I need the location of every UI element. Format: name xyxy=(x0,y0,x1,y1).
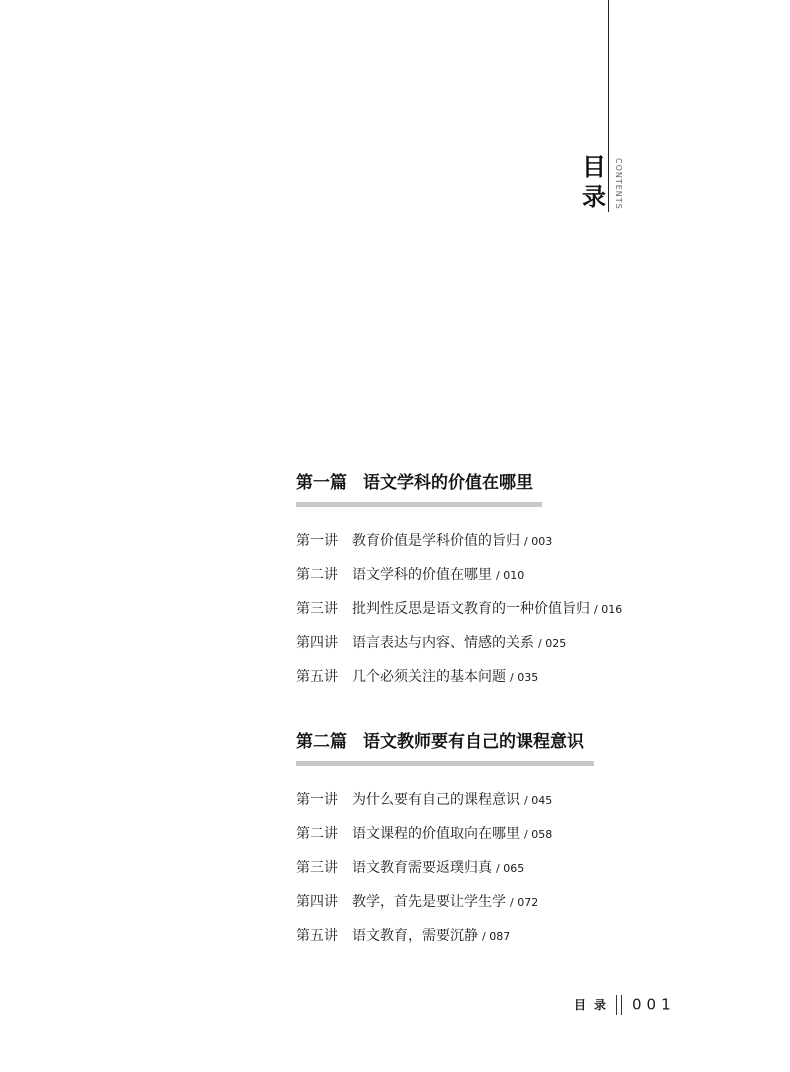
lecture-title: 教育价值是学科价值的旨归 xyxy=(352,533,520,549)
lecture-page: / 065 xyxy=(496,862,525,875)
table-of-contents xyxy=(296,470,716,962)
part-underline-bar xyxy=(296,761,594,766)
lecture-title: 语言表达与内容、情感的关系 xyxy=(352,635,534,651)
part-title: 语文学科的价值在哪里 xyxy=(363,473,533,493)
page-footer xyxy=(574,994,676,1016)
toc-entry[interactable] xyxy=(296,826,716,860)
lecture-number: 第二讲 xyxy=(296,567,338,583)
lecture-title: 为什么要有自己的课程意识 xyxy=(352,792,520,808)
lecture-page: / 016 xyxy=(594,603,623,616)
part-heading[interactable] xyxy=(296,729,716,755)
toc-entry[interactable] xyxy=(296,533,716,567)
lecture-page: / 045 xyxy=(524,794,553,807)
lecture-title: 语文教育，需要沉静 xyxy=(352,928,478,944)
toc-entry[interactable] xyxy=(296,860,716,894)
lecture-number: 第三讲 xyxy=(296,601,338,617)
lecture-page: / 010 xyxy=(496,569,525,582)
lecture-number: 第三讲 xyxy=(296,860,338,876)
toc-entry[interactable] xyxy=(296,601,716,635)
lecture-number: 第一讲 xyxy=(296,533,338,549)
lecture-page: / 072 xyxy=(510,896,539,909)
lecture-title: 语文学科的价值在哪里 xyxy=(352,567,492,583)
toc-entry[interactable] xyxy=(296,567,716,601)
toc-entry[interactable] xyxy=(296,669,716,703)
toc-entry[interactable] xyxy=(296,894,716,928)
part-number: 第二篇 xyxy=(296,732,347,752)
lecture-title: 语文教育需要返璞归真 xyxy=(352,860,492,876)
toc-entry[interactable] xyxy=(296,928,716,962)
lecture-number: 第二讲 xyxy=(296,826,338,842)
toc-entry[interactable] xyxy=(296,792,716,826)
lecture-number: 第五讲 xyxy=(296,669,338,685)
contents-title-char-2: 录 xyxy=(582,183,606,211)
contents-title-char-1: 目 xyxy=(582,153,606,181)
footer-section-label: 目录 xyxy=(574,998,615,1012)
lecture-title: 语文课程的价值取向在哪里 xyxy=(352,826,520,842)
lecture-title: 教学，首先是要让学生学 xyxy=(352,894,506,910)
contents-title-english: CONTENTS xyxy=(614,158,623,210)
lecture-page: / 087 xyxy=(482,930,511,943)
lecture-number: 第四讲 xyxy=(296,894,338,910)
lecture-title: 几个必须关注的基本问题 xyxy=(352,669,506,685)
lecture-page: / 058 xyxy=(524,828,553,841)
part-title: 语文教师要有自己的课程意识 xyxy=(363,732,584,752)
toc-entry[interactable] xyxy=(296,635,716,669)
lecture-number: 第五讲 xyxy=(296,928,338,944)
lecture-title: 批判性反思是语文教育的一种价值旨归 xyxy=(352,601,590,617)
part-section-2 xyxy=(296,729,716,962)
lecture-page: / 035 xyxy=(510,671,539,684)
contents-title xyxy=(578,152,610,212)
lecture-page: / 003 xyxy=(524,535,553,548)
lecture-page: / 025 xyxy=(538,637,567,650)
part-underline-bar xyxy=(296,502,542,507)
footer-page-number: 001 xyxy=(632,995,676,1014)
part-section-1 xyxy=(296,470,716,703)
lecture-number: 第四讲 xyxy=(296,635,338,651)
footer-divider xyxy=(616,995,622,1015)
part-heading[interactable] xyxy=(296,470,716,496)
lecture-number: 第一讲 xyxy=(296,792,338,808)
part-number: 第一篇 xyxy=(296,473,347,493)
